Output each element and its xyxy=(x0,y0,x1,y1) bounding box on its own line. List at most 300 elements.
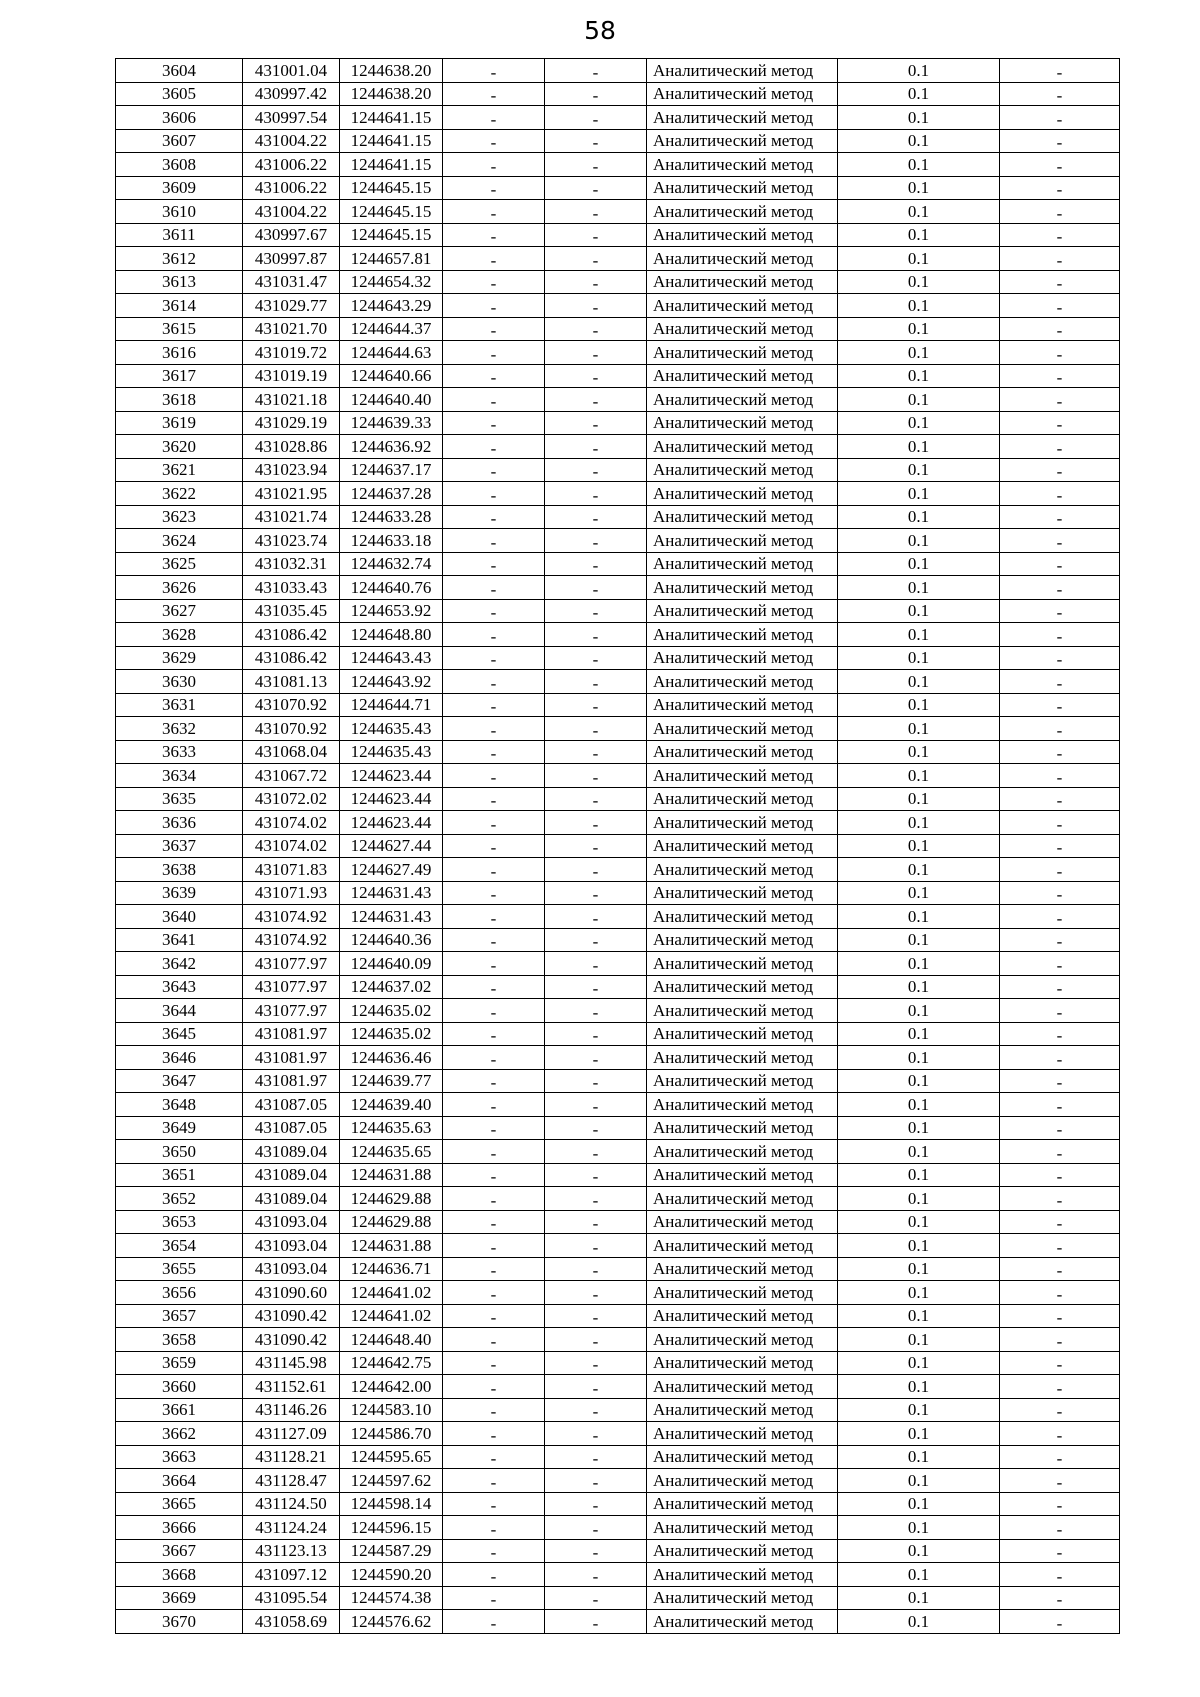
method-cell: Аналитический метод xyxy=(647,717,838,741)
method-cell: Аналитический метод xyxy=(647,1187,838,1211)
empty-value-cell: - xyxy=(1000,1328,1120,1352)
point-number-cell: 3639 xyxy=(116,881,243,905)
method-cell: Аналитический метод xyxy=(647,1516,838,1540)
y-coordinate-cell: 1244635.43 xyxy=(340,717,443,741)
empty-value-cell: - xyxy=(443,834,545,858)
point-number-cell: 3622 xyxy=(116,482,243,506)
empty-value-cell: - xyxy=(443,1163,545,1187)
empty-value-cell: - xyxy=(443,129,545,153)
x-coordinate-cell: 431145.98 xyxy=(243,1351,340,1375)
point-number-cell: 3658 xyxy=(116,1328,243,1352)
empty-value-cell: - xyxy=(1000,129,1120,153)
empty-value-cell: - xyxy=(1000,1022,1120,1046)
method-cell: Аналитический метод xyxy=(647,129,838,153)
empty-value-cell: - xyxy=(443,1304,545,1328)
method-cell: Аналитический метод xyxy=(647,693,838,717)
empty-value-cell: - xyxy=(1000,1069,1120,1093)
precision-cell: 0.1 xyxy=(838,294,1000,318)
table-row xyxy=(116,82,1120,106)
empty-value-cell: - xyxy=(545,1022,647,1046)
table-row xyxy=(116,858,1120,882)
y-coordinate-cell: 1244623.44 xyxy=(340,787,443,811)
table-row xyxy=(116,1328,1120,1352)
point-number-cell: 3665 xyxy=(116,1492,243,1516)
precision-cell: 0.1 xyxy=(838,1304,1000,1328)
table-row xyxy=(116,975,1120,999)
table-row xyxy=(116,576,1120,600)
empty-value-cell: - xyxy=(545,1586,647,1610)
empty-value-cell: - xyxy=(443,552,545,576)
empty-value-cell: - xyxy=(443,411,545,435)
empty-value-cell: - xyxy=(545,1398,647,1422)
x-coordinate-cell: 431021.18 xyxy=(243,388,340,412)
empty-value-cell: - xyxy=(443,529,545,553)
table-row xyxy=(116,294,1120,318)
empty-value-cell: - xyxy=(545,576,647,600)
y-coordinate-cell: 1244640.66 xyxy=(340,364,443,388)
x-coordinate-cell: 431031.47 xyxy=(243,270,340,294)
x-coordinate-cell: 431090.60 xyxy=(243,1281,340,1305)
method-cell: Аналитический метод xyxy=(647,200,838,224)
table-row xyxy=(116,388,1120,412)
x-coordinate-cell: 431021.95 xyxy=(243,482,340,506)
empty-value-cell: - xyxy=(1000,599,1120,623)
precision-cell: 0.1 xyxy=(838,952,1000,976)
precision-cell: 0.1 xyxy=(838,1328,1000,1352)
method-cell: Аналитический метод xyxy=(647,1093,838,1117)
precision-cell: 0.1 xyxy=(838,646,1000,670)
empty-value-cell: - xyxy=(443,740,545,764)
y-coordinate-cell: 1244631.88 xyxy=(340,1234,443,1258)
point-number-cell: 3651 xyxy=(116,1163,243,1187)
y-coordinate-cell: 1244635.02 xyxy=(340,999,443,1023)
table-row xyxy=(116,999,1120,1023)
x-coordinate-cell: 431019.72 xyxy=(243,341,340,365)
x-coordinate-cell: 431032.31 xyxy=(243,552,340,576)
empty-value-cell: - xyxy=(443,1492,545,1516)
empty-value-cell: - xyxy=(443,1022,545,1046)
empty-value-cell: - xyxy=(545,834,647,858)
method-cell: Аналитический метод xyxy=(647,1234,838,1258)
empty-value-cell: - xyxy=(545,1163,647,1187)
method-cell: Аналитический метод xyxy=(647,294,838,318)
method-cell: Аналитический метод xyxy=(647,59,838,83)
method-cell: Аналитический метод xyxy=(647,623,838,647)
empty-value-cell: - xyxy=(545,999,647,1023)
empty-value-cell: - xyxy=(443,247,545,271)
y-coordinate-cell: 1244654.32 xyxy=(340,270,443,294)
table-row xyxy=(116,505,1120,529)
table-row xyxy=(116,1492,1120,1516)
table-row xyxy=(116,928,1120,952)
empty-value-cell: - xyxy=(1000,482,1120,506)
y-coordinate-cell: 1244653.92 xyxy=(340,599,443,623)
x-coordinate-cell: 431028.86 xyxy=(243,435,340,459)
empty-value-cell: - xyxy=(1000,670,1120,694)
method-cell: Аналитический метод xyxy=(647,341,838,365)
precision-cell: 0.1 xyxy=(838,388,1000,412)
empty-value-cell: - xyxy=(443,82,545,106)
precision-cell: 0.1 xyxy=(838,458,1000,482)
empty-value-cell: - xyxy=(443,928,545,952)
empty-value-cell: - xyxy=(1000,740,1120,764)
empty-value-cell: - xyxy=(545,59,647,83)
empty-value-cell: - xyxy=(545,1281,647,1305)
precision-cell: 0.1 xyxy=(838,1610,1000,1634)
empty-value-cell: - xyxy=(1000,388,1120,412)
table-row xyxy=(116,1116,1120,1140)
x-coordinate-cell: 430997.42 xyxy=(243,82,340,106)
point-number-cell: 3614 xyxy=(116,294,243,318)
empty-value-cell: - xyxy=(1000,787,1120,811)
y-coordinate-cell: 1244574.38 xyxy=(340,1586,443,1610)
empty-value-cell: - xyxy=(443,59,545,83)
table-row xyxy=(116,1281,1120,1305)
empty-value-cell: - xyxy=(1000,905,1120,929)
empty-value-cell: - xyxy=(443,599,545,623)
point-number-cell: 3650 xyxy=(116,1140,243,1164)
x-coordinate-cell: 431124.24 xyxy=(243,1516,340,1540)
precision-cell: 0.1 xyxy=(838,1492,1000,1516)
precision-cell: 0.1 xyxy=(838,59,1000,83)
empty-value-cell: - xyxy=(443,764,545,788)
table-row xyxy=(116,599,1120,623)
precision-cell: 0.1 xyxy=(838,1445,1000,1469)
empty-value-cell: - xyxy=(1000,717,1120,741)
table-row xyxy=(116,411,1120,435)
y-coordinate-cell: 1244595.65 xyxy=(340,1445,443,1469)
empty-value-cell: - xyxy=(545,1516,647,1540)
x-coordinate-cell: 431074.02 xyxy=(243,811,340,835)
table-row xyxy=(116,1563,1120,1587)
point-number-cell: 3661 xyxy=(116,1398,243,1422)
page-number: 58 xyxy=(584,16,616,45)
empty-value-cell: - xyxy=(545,670,647,694)
table-row xyxy=(116,670,1120,694)
empty-value-cell: - xyxy=(545,1422,647,1446)
point-number-cell: 3612 xyxy=(116,247,243,271)
method-cell: Аналитический метод xyxy=(647,552,838,576)
point-number-cell: 3656 xyxy=(116,1281,243,1305)
point-number-cell: 3663 xyxy=(116,1445,243,1469)
precision-cell: 0.1 xyxy=(838,176,1000,200)
y-coordinate-cell: 1244635.02 xyxy=(340,1022,443,1046)
empty-value-cell: - xyxy=(443,1351,545,1375)
y-coordinate-cell: 1244583.10 xyxy=(340,1398,443,1422)
empty-value-cell: - xyxy=(545,646,647,670)
precision-cell: 0.1 xyxy=(838,1163,1000,1187)
table-row xyxy=(116,223,1120,247)
point-number-cell: 3628 xyxy=(116,623,243,647)
x-coordinate-cell: 431086.42 xyxy=(243,646,340,670)
method-cell: Аналитический метод xyxy=(647,1586,838,1610)
empty-value-cell: - xyxy=(443,200,545,224)
table-row xyxy=(116,717,1120,741)
x-coordinate-cell: 431081.97 xyxy=(243,1069,340,1093)
point-number-cell: 3645 xyxy=(116,1022,243,1046)
precision-cell: 0.1 xyxy=(838,1398,1000,1422)
precision-cell: 0.1 xyxy=(838,1187,1000,1211)
precision-cell: 0.1 xyxy=(838,1116,1000,1140)
table-row xyxy=(116,1539,1120,1563)
method-cell: Аналитический метод xyxy=(647,999,838,1023)
x-coordinate-cell: 431068.04 xyxy=(243,740,340,764)
empty-value-cell: - xyxy=(443,811,545,835)
empty-value-cell: - xyxy=(545,1492,647,1516)
precision-cell: 0.1 xyxy=(838,200,1000,224)
empty-value-cell: - xyxy=(545,717,647,741)
table-row xyxy=(116,1375,1120,1399)
point-number-cell: 3616 xyxy=(116,341,243,365)
x-coordinate-cell: 431035.45 xyxy=(243,599,340,623)
point-number-cell: 3610 xyxy=(116,200,243,224)
precision-cell: 0.1 xyxy=(838,341,1000,365)
x-coordinate-cell: 431081.97 xyxy=(243,1046,340,1070)
precision-cell: 0.1 xyxy=(838,905,1000,929)
table-row xyxy=(116,1093,1120,1117)
table-row xyxy=(116,1046,1120,1070)
empty-value-cell: - xyxy=(1000,223,1120,247)
table-row xyxy=(116,811,1120,835)
empty-value-cell: - xyxy=(545,1304,647,1328)
point-number-cell: 3632 xyxy=(116,717,243,741)
empty-value-cell: - xyxy=(1000,106,1120,130)
table-row xyxy=(116,341,1120,365)
empty-value-cell: - xyxy=(443,1469,545,1493)
x-coordinate-cell: 431021.70 xyxy=(243,317,340,341)
empty-value-cell: - xyxy=(545,505,647,529)
precision-cell: 0.1 xyxy=(838,1093,1000,1117)
empty-value-cell: - xyxy=(443,693,545,717)
method-cell: Аналитический метод xyxy=(647,881,838,905)
empty-value-cell: - xyxy=(1000,881,1120,905)
empty-value-cell: - xyxy=(1000,529,1120,553)
empty-value-cell: - xyxy=(1000,1563,1120,1587)
method-cell: Аналитический метод xyxy=(647,576,838,600)
y-coordinate-cell: 1244597.62 xyxy=(340,1469,443,1493)
empty-value-cell: - xyxy=(1000,1469,1120,1493)
x-coordinate-cell: 431081.97 xyxy=(243,1022,340,1046)
y-coordinate-cell: 1244641.02 xyxy=(340,1304,443,1328)
precision-cell: 0.1 xyxy=(838,1539,1000,1563)
y-coordinate-cell: 1244640.36 xyxy=(340,928,443,952)
x-coordinate-cell: 431089.04 xyxy=(243,1140,340,1164)
empty-value-cell: - xyxy=(545,247,647,271)
y-coordinate-cell: 1244629.88 xyxy=(340,1187,443,1211)
method-cell: Аналитический метод xyxy=(647,905,838,929)
empty-value-cell: - xyxy=(1000,1046,1120,1070)
point-number-cell: 3617 xyxy=(116,364,243,388)
point-number-cell: 3615 xyxy=(116,317,243,341)
y-coordinate-cell: 1244632.74 xyxy=(340,552,443,576)
method-cell: Аналитический метод xyxy=(647,1116,838,1140)
x-coordinate-cell: 431077.97 xyxy=(243,999,340,1023)
table-row xyxy=(116,1469,1120,1493)
method-cell: Аналитический метод xyxy=(647,811,838,835)
table-row xyxy=(116,881,1120,905)
precision-cell: 0.1 xyxy=(838,1469,1000,1493)
empty-value-cell: - xyxy=(443,1234,545,1258)
y-coordinate-cell: 1244644.71 xyxy=(340,693,443,717)
x-coordinate-cell: 431006.22 xyxy=(243,153,340,177)
empty-value-cell: - xyxy=(443,1398,545,1422)
empty-value-cell: - xyxy=(443,717,545,741)
point-number-cell: 3660 xyxy=(116,1375,243,1399)
table-row xyxy=(116,59,1120,83)
empty-value-cell: - xyxy=(1000,1539,1120,1563)
table-row xyxy=(116,1398,1120,1422)
empty-value-cell: - xyxy=(443,905,545,929)
precision-cell: 0.1 xyxy=(838,1422,1000,1446)
precision-cell: 0.1 xyxy=(838,1257,1000,1281)
precision-cell: 0.1 xyxy=(838,740,1000,764)
empty-value-cell: - xyxy=(1000,1140,1120,1164)
y-coordinate-cell: 1244645.15 xyxy=(340,223,443,247)
y-coordinate-cell: 1244641.02 xyxy=(340,1281,443,1305)
empty-value-cell: - xyxy=(1000,1304,1120,1328)
y-coordinate-cell: 1244639.40 xyxy=(340,1093,443,1117)
empty-value-cell: - xyxy=(545,270,647,294)
point-number-cell: 3619 xyxy=(116,411,243,435)
point-number-cell: 3611 xyxy=(116,223,243,247)
point-number-cell: 3657 xyxy=(116,1304,243,1328)
precision-cell: 0.1 xyxy=(838,529,1000,553)
y-coordinate-cell: 1244640.76 xyxy=(340,576,443,600)
y-coordinate-cell: 1244643.29 xyxy=(340,294,443,318)
method-cell: Аналитический метод xyxy=(647,670,838,694)
method-cell: Аналитический метод xyxy=(647,1210,838,1234)
x-coordinate-cell: 431077.97 xyxy=(243,952,340,976)
point-number-cell: 3606 xyxy=(116,106,243,130)
empty-value-cell: - xyxy=(443,1187,545,1211)
empty-value-cell: - xyxy=(545,364,647,388)
y-coordinate-cell: 1244640.09 xyxy=(340,952,443,976)
empty-value-cell: - xyxy=(545,411,647,435)
empty-value-cell: - xyxy=(443,858,545,882)
y-coordinate-cell: 1244645.15 xyxy=(340,200,443,224)
empty-value-cell: - xyxy=(443,1375,545,1399)
x-coordinate-cell: 431004.22 xyxy=(243,129,340,153)
empty-value-cell: - xyxy=(545,458,647,482)
empty-value-cell: - xyxy=(545,388,647,412)
point-number-cell: 3608 xyxy=(116,153,243,177)
empty-value-cell: - xyxy=(545,1351,647,1375)
method-cell: Аналитический метод xyxy=(647,505,838,529)
precision-cell: 0.1 xyxy=(838,1140,1000,1164)
precision-cell: 0.1 xyxy=(838,552,1000,576)
table-row xyxy=(116,529,1120,553)
empty-value-cell: - xyxy=(545,529,647,553)
empty-value-cell: - xyxy=(545,1116,647,1140)
empty-value-cell: - xyxy=(443,1046,545,1070)
x-coordinate-cell: 431123.13 xyxy=(243,1539,340,1563)
table-row xyxy=(116,1304,1120,1328)
y-coordinate-cell: 1244641.15 xyxy=(340,129,443,153)
empty-value-cell: - xyxy=(443,787,545,811)
table-row xyxy=(116,623,1120,647)
y-coordinate-cell: 1244636.92 xyxy=(340,435,443,459)
method-cell: Аналитический метод xyxy=(647,529,838,553)
method-cell: Аналитический метод xyxy=(647,411,838,435)
table-row xyxy=(116,1069,1120,1093)
precision-cell: 0.1 xyxy=(838,1069,1000,1093)
point-number-cell: 3653 xyxy=(116,1210,243,1234)
y-coordinate-cell: 1244633.28 xyxy=(340,505,443,529)
empty-value-cell: - xyxy=(1000,1610,1120,1634)
precision-cell: 0.1 xyxy=(838,1563,1000,1587)
point-number-cell: 3664 xyxy=(116,1469,243,1493)
empty-value-cell: - xyxy=(545,1539,647,1563)
empty-value-cell: - xyxy=(1000,1093,1120,1117)
empty-value-cell: - xyxy=(1000,1586,1120,1610)
x-coordinate-cell: 431001.04 xyxy=(243,59,340,83)
method-cell: Аналитический метод xyxy=(647,1351,838,1375)
point-number-cell: 3670 xyxy=(116,1610,243,1634)
precision-cell: 0.1 xyxy=(838,670,1000,694)
method-cell: Аналитический метод xyxy=(647,458,838,482)
precision-cell: 0.1 xyxy=(838,1586,1000,1610)
empty-value-cell: - xyxy=(1000,176,1120,200)
y-coordinate-cell: 1244648.80 xyxy=(340,623,443,647)
empty-value-cell: - xyxy=(443,1422,545,1446)
precision-cell: 0.1 xyxy=(838,82,1000,106)
empty-value-cell: - xyxy=(545,341,647,365)
precision-cell: 0.1 xyxy=(838,999,1000,1023)
empty-value-cell: - xyxy=(1000,1351,1120,1375)
method-cell: Аналитический метод xyxy=(647,1563,838,1587)
empty-value-cell: - xyxy=(443,1328,545,1352)
empty-value-cell: - xyxy=(1000,1422,1120,1446)
precision-cell: 0.1 xyxy=(838,247,1000,271)
y-coordinate-cell: 1244596.15 xyxy=(340,1516,443,1540)
x-coordinate-cell: 430997.54 xyxy=(243,106,340,130)
method-cell: Аналитический метод xyxy=(647,764,838,788)
x-coordinate-cell: 431033.43 xyxy=(243,576,340,600)
empty-value-cell: - xyxy=(1000,341,1120,365)
coordinates-table xyxy=(115,58,1120,1634)
table-row xyxy=(116,1163,1120,1187)
x-coordinate-cell: 431074.92 xyxy=(243,905,340,929)
method-cell: Аналитический метод xyxy=(647,153,838,177)
empty-value-cell: - xyxy=(545,975,647,999)
x-coordinate-cell: 431070.92 xyxy=(243,693,340,717)
table-row xyxy=(116,1445,1120,1469)
empty-value-cell: - xyxy=(1000,411,1120,435)
method-cell: Аналитический метод xyxy=(647,1140,838,1164)
x-coordinate-cell: 431146.26 xyxy=(243,1398,340,1422)
empty-value-cell: - xyxy=(443,623,545,647)
table-row xyxy=(116,1610,1120,1634)
empty-value-cell: - xyxy=(443,670,545,694)
y-coordinate-cell: 1244586.70 xyxy=(340,1422,443,1446)
method-cell: Аналитический метод xyxy=(647,106,838,130)
y-coordinate-cell: 1244631.88 xyxy=(340,1163,443,1187)
precision-cell: 0.1 xyxy=(838,364,1000,388)
empty-value-cell: - xyxy=(443,294,545,318)
precision-cell: 0.1 xyxy=(838,153,1000,177)
empty-value-cell: - xyxy=(1000,59,1120,83)
method-cell: Аналитический метод xyxy=(647,1069,838,1093)
empty-value-cell: - xyxy=(443,388,545,412)
table-row xyxy=(116,153,1120,177)
point-number-cell: 3630 xyxy=(116,670,243,694)
point-number-cell: 3667 xyxy=(116,1539,243,1563)
method-cell: Аналитический метод xyxy=(647,1610,838,1634)
x-coordinate-cell: 431029.19 xyxy=(243,411,340,435)
point-number-cell: 3637 xyxy=(116,834,243,858)
empty-value-cell: - xyxy=(443,458,545,482)
y-coordinate-cell: 1244637.17 xyxy=(340,458,443,482)
